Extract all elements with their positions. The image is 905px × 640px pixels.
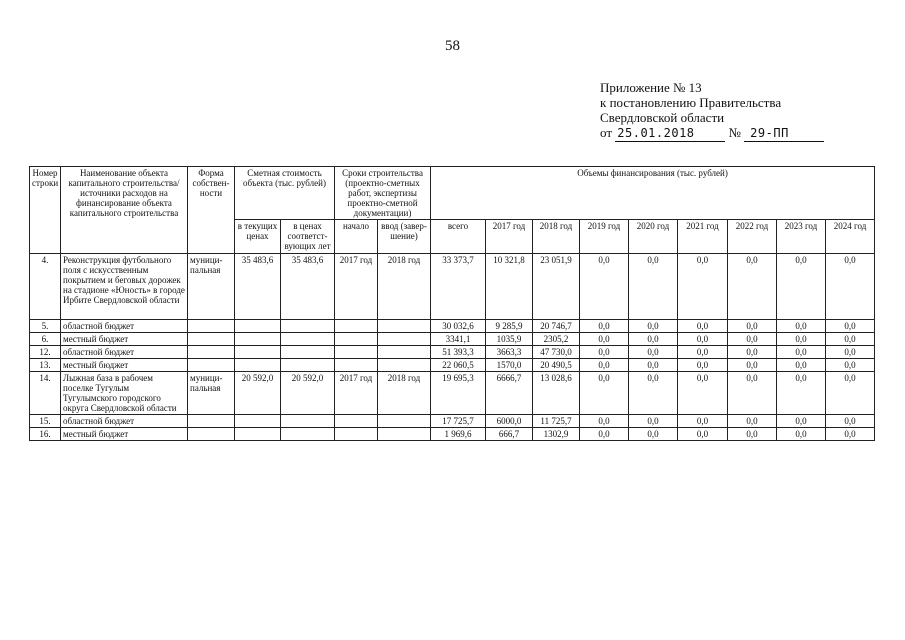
cell-total: 30 032,6 [431, 320, 486, 333]
cell-2020: 0,0 [629, 346, 678, 359]
cell-row-number: 16. [30, 428, 61, 441]
cell-cost-current: 35 483,6 [235, 254, 281, 320]
number-prefix: № [728, 125, 741, 140]
cell-row-number: 5. [30, 320, 61, 333]
header-2018: 2018 год [533, 220, 580, 254]
cell-cost-years [281, 428, 335, 441]
table-row [30, 415, 875, 428]
cell-object-name: местный бюджет [61, 359, 188, 372]
cell-2022: 0,0 [728, 333, 777, 346]
appendix-resolution: к постановлению Правительства [600, 95, 782, 110]
cell-2020: 0,0 [629, 320, 678, 333]
cell-2023: 0,0 [777, 333, 826, 346]
cell-total: 1 969,6 [431, 428, 486, 441]
cell-row-number: 15. [30, 415, 61, 428]
cell-cost-current [235, 359, 281, 372]
number-value: 29-ПП [744, 126, 824, 142]
cell-2024: 0,0 [826, 320, 875, 333]
cell-2024: 0,0 [826, 372, 875, 415]
header-terms-end: ввод (завер-шение) [378, 220, 431, 254]
cell-start [335, 428, 378, 441]
date-value: 25.01.2018 [615, 126, 725, 142]
cell-ownership: муници-пальная [188, 254, 235, 320]
cell-cost-years: 35 483,6 [281, 254, 335, 320]
header-object-name: Наименование объекта капитального строительства/ источники расходов на финансирование объекта капитального строительства [61, 167, 188, 254]
cell-2021: 0,0 [678, 359, 728, 372]
cell-2023: 0,0 [777, 346, 826, 359]
cell-row-number: 13. [30, 359, 61, 372]
cell-2022: 0,0 [728, 372, 777, 415]
cell-cost-years [281, 333, 335, 346]
header-funding-group: Объемы финансирования (тыс. рублей) [431, 167, 875, 220]
cell-cost-years [281, 320, 335, 333]
cell-2021: 0,0 [678, 333, 728, 346]
cell-2022: 0,0 [728, 320, 777, 333]
cell-2021: 0,0 [678, 346, 728, 359]
table-row [30, 372, 875, 415]
cell-total: 3341,1 [431, 333, 486, 346]
cell-2019: 0,0 [580, 359, 629, 372]
cell-end [378, 320, 431, 333]
cell-cost-years [281, 346, 335, 359]
cell-total: 17 725,7 [431, 415, 486, 428]
cell-total: 51 393,3 [431, 346, 486, 359]
cell-start [335, 346, 378, 359]
cell-2020: 0,0 [629, 333, 678, 346]
cell-2021: 0,0 [678, 320, 728, 333]
cell-object-name: областной бюджет [61, 346, 188, 359]
table-row [30, 346, 875, 359]
cell-2022: 0,0 [728, 359, 777, 372]
cell-2017: 1035,9 [486, 333, 533, 346]
cell-start [335, 333, 378, 346]
cell-cost-current [235, 415, 281, 428]
cell-end [378, 415, 431, 428]
cell-2019: 0,0 [580, 428, 629, 441]
cell-2019: 0,0 [580, 372, 629, 415]
appendix-region: Свердловской области [600, 110, 725, 125]
header-estimate-years: в ценах соответст-вующих лет [281, 220, 335, 254]
header-2022: 2022 год [728, 220, 777, 254]
cell-2020: 0,0 [629, 359, 678, 372]
header-row-number: Номер строки [30, 167, 61, 254]
financing-table [29, 166, 875, 441]
cell-2024: 0,0 [826, 254, 875, 320]
cell-2024: 0,0 [826, 428, 875, 441]
cell-end [378, 346, 431, 359]
cell-cost-years [281, 415, 335, 428]
cell-2021: 0,0 [678, 372, 728, 415]
cell-ownership [188, 333, 235, 346]
cell-2024: 0,0 [826, 359, 875, 372]
cell-2017: 9 285,9 [486, 320, 533, 333]
cell-cost-years: 20 592,0 [281, 372, 335, 415]
cell-2017: 3663,3 [486, 346, 533, 359]
table-row [30, 254, 875, 320]
header-total: всего [431, 220, 486, 254]
cell-cost-current [235, 333, 281, 346]
cell-2023: 0,0 [777, 415, 826, 428]
cell-2019: 0,0 [580, 415, 629, 428]
cell-object-name: Лыжная база в рабочем поселке Тугулым Тугулымского городского округа Свердловской области [61, 372, 188, 415]
cell-2018: 13 028,6 [533, 372, 580, 415]
header-2021: 2021 год [678, 220, 728, 254]
cell-row-number: 6. [30, 333, 61, 346]
cell-ownership [188, 346, 235, 359]
cell-2017: 1570,0 [486, 359, 533, 372]
cell-2023: 0,0 [777, 320, 826, 333]
page-number: 58 [445, 38, 460, 54]
cell-row-number: 14. [30, 372, 61, 415]
cell-object-name: Реконструкция футбольного поля с искусственным покрытием и беговых дорожек на стадионе «Юность» в городе Ирбите Свердловской области [61, 254, 188, 320]
cell-2022: 0,0 [728, 254, 777, 320]
cell-end: 2018 год [378, 372, 431, 415]
table-row [30, 428, 875, 441]
cell-total: 22 060,5 [431, 359, 486, 372]
cell-object-name: областной бюджет [61, 320, 188, 333]
cell-end [378, 333, 431, 346]
cell-2024: 0,0 [826, 346, 875, 359]
date-prefix: от [600, 125, 613, 140]
cell-ownership [188, 320, 235, 333]
appendix-header [600, 80, 890, 142]
cell-2021: 0,0 [678, 415, 728, 428]
header-2024: 2024 год [826, 220, 875, 254]
cell-end [378, 428, 431, 441]
cell-total: 33 373,7 [431, 254, 486, 320]
cell-2024: 0,0 [826, 415, 875, 428]
cell-cost-years [281, 359, 335, 372]
cell-2019: 0,0 [580, 320, 629, 333]
cell-2017: 6666,7 [486, 372, 533, 415]
cell-2019: 0,0 [580, 346, 629, 359]
cell-row-number: 4. [30, 254, 61, 320]
cell-2023: 0,0 [777, 372, 826, 415]
cell-2022: 0,0 [728, 428, 777, 441]
cell-2024: 0,0 [826, 333, 875, 346]
cell-2019: 0,0 [580, 254, 629, 320]
cell-2018: 1302,9 [533, 428, 580, 441]
header-terms-start: начало [335, 220, 378, 254]
cell-2020: 0,0 [629, 428, 678, 441]
header-ownership: Форма собствен-ности [188, 167, 235, 254]
cell-2017: 6000,0 [486, 415, 533, 428]
header-estimate-current: в текущих ценах [235, 220, 281, 254]
header-2017: 2017 год [486, 220, 533, 254]
cell-2018: 2305,2 [533, 333, 580, 346]
cell-end [378, 359, 431, 372]
cell-2018: 23 051,9 [533, 254, 580, 320]
table-body [30, 254, 875, 441]
cell-ownership [188, 415, 235, 428]
cell-start [335, 415, 378, 428]
header-2023: 2023 год [777, 220, 826, 254]
appendix-date-line [600, 125, 890, 142]
cell-2019: 0,0 [580, 333, 629, 346]
header-estimate-group: Сметная стоимость объекта (тыс. рублей) [235, 167, 335, 220]
table-row [30, 333, 875, 346]
cell-2020: 0,0 [629, 372, 678, 415]
cell-2022: 0,0 [728, 346, 777, 359]
cell-2018: 20 746,7 [533, 320, 580, 333]
cell-ownership [188, 359, 235, 372]
cell-start [335, 359, 378, 372]
cell-start: 2017 год [335, 254, 378, 320]
cell-cost-current [235, 320, 281, 333]
cell-cost-current [235, 428, 281, 441]
cell-2018: 20 490,5 [533, 359, 580, 372]
cell-end: 2018 год [378, 254, 431, 320]
cell-2021: 0,0 [678, 254, 728, 320]
cell-object-name: местный бюджет [61, 333, 188, 346]
cell-cost-current [235, 346, 281, 359]
cell-2020: 0,0 [629, 415, 678, 428]
cell-2023: 0,0 [777, 428, 826, 441]
cell-cost-current: 20 592,0 [235, 372, 281, 415]
header-2019: 2019 год [580, 220, 629, 254]
cell-ownership: муници-пальная [188, 372, 235, 415]
cell-start: 2017 год [335, 372, 378, 415]
cell-2018: 11 725,7 [533, 415, 580, 428]
header-2020: 2020 год [629, 220, 678, 254]
header-terms-group: Сроки строительства (проектно-сметных работ, экспертизы проектно-сметной документации) [335, 167, 431, 220]
cell-2017: 10 321,8 [486, 254, 533, 320]
cell-ownership [188, 428, 235, 441]
cell-object-name: местный бюджет [61, 428, 188, 441]
table-row [30, 320, 875, 333]
cell-2023: 0,0 [777, 359, 826, 372]
cell-object-name: областной бюджет [61, 415, 188, 428]
cell-2017: 666,7 [486, 428, 533, 441]
cell-2020: 0,0 [629, 254, 678, 320]
cell-2021: 0,0 [678, 428, 728, 441]
cell-row-number: 12. [30, 346, 61, 359]
cell-2023: 0,0 [777, 254, 826, 320]
cell-2018: 47 730,0 [533, 346, 580, 359]
cell-2022: 0,0 [728, 415, 777, 428]
cell-total: 19 695,3 [431, 372, 486, 415]
table-row [30, 359, 875, 372]
table-header-row [30, 167, 875, 220]
appendix-title: Приложение № 13 [600, 80, 702, 95]
cell-start [335, 320, 378, 333]
